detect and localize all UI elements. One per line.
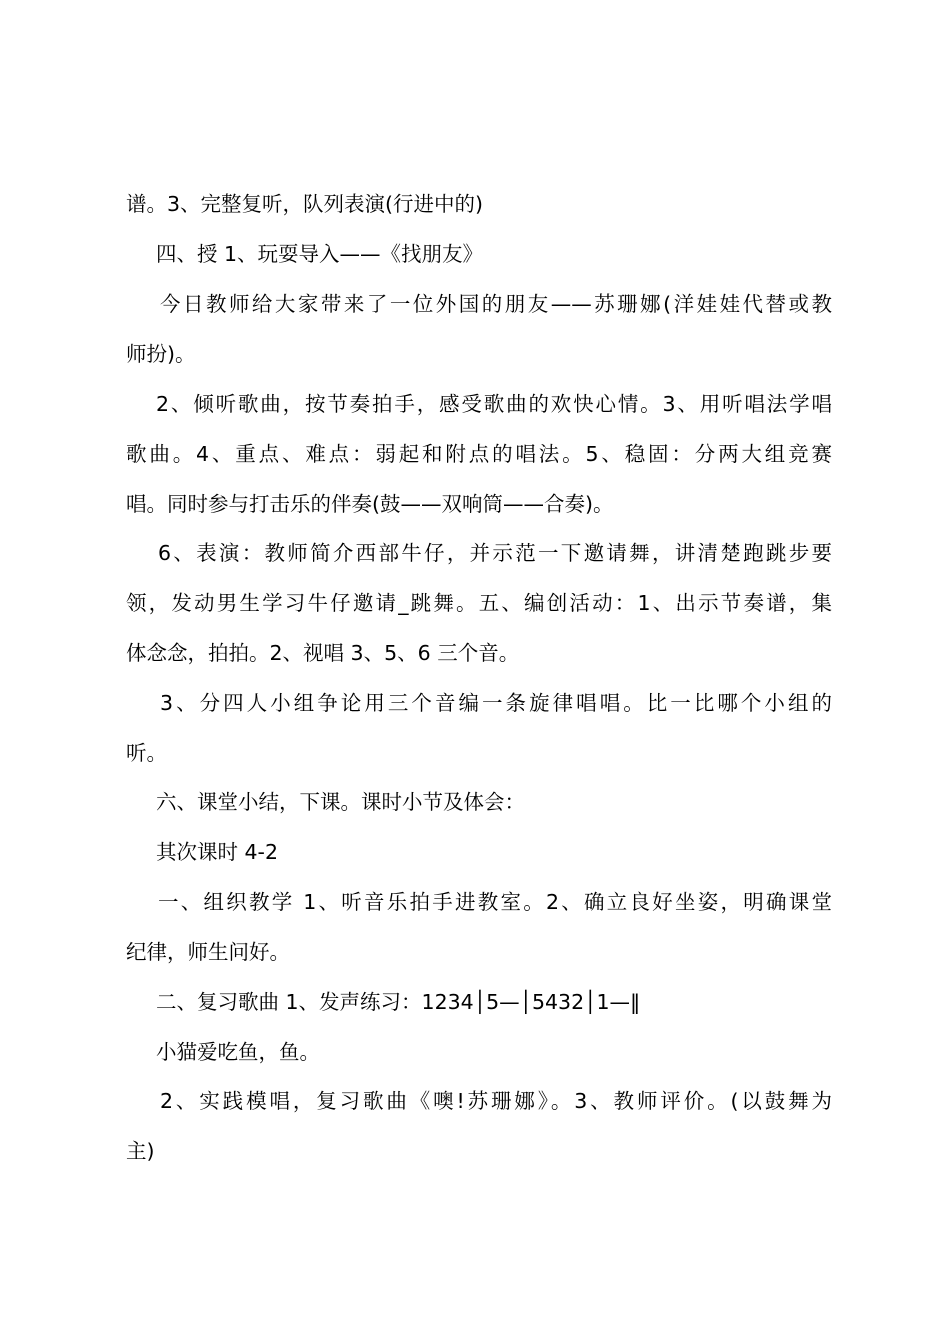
text-line-18: 小猫爱吃鱼，鱼。: [156, 1040, 320, 1064]
text-line-7: 唱。同时参与打击乐的伴奏(鼓——双响筒——合奏)。: [126, 492, 614, 516]
text-line-11: 3、分四人小组争论用三个音编一条旋律唱唱。比一比哪个小组的: [160, 691, 832, 715]
text-line-16: 纪律，师生问好。: [126, 940, 290, 964]
text-line-12: 听。: [126, 741, 167, 765]
section-heading-6: 六、课堂小结，下课。课时小节及体会：: [156, 790, 525, 814]
text-line-20: 主): [126, 1139, 155, 1163]
text-line-15: 一、组织教学 1、听音乐拍手进教室。2、确立良好坐姿，明确课堂: [158, 890, 832, 914]
section-heading-2: 二、复习歌曲 1、发声练习：1234│5—│5432│1—‖: [156, 990, 641, 1014]
text-line-1: 谱。3、完整复听，队列表演(行进中的): [126, 192, 484, 216]
text-line-3: 今日教师给大家带来了一位外国的朋友——苏珊娜(洋娃娃代替或教: [160, 292, 832, 316]
text-line-10: 体念念，拍拍。2、视唱 3、5、6 三个音。: [126, 641, 520, 665]
section-heading-4: 四、授 1、玩耍导入——《找朋友》: [156, 242, 484, 266]
text-line-6: 歌曲。4、重点、难点：弱起和附点的唱法。5、稳固：分两大组竞赛: [126, 442, 832, 466]
text-line-8: 6、表演：教师简介西部牛仔，并示范一下邀请舞，讲清楚跑跳步要: [158, 541, 832, 565]
text-line-19: 2、实践模唱，复习歌曲《噢!苏珊娜》。3、教师评价。(以鼓舞为: [160, 1089, 832, 1113]
text-line-9: 领，发动男生学习牛仔邀请_跳舞。五、编创活动：1、出示节奏谱，集: [126, 591, 832, 615]
text-line-4: 师扮)。: [126, 342, 196, 366]
lesson-heading: 其次课时 4-2: [156, 840, 278, 864]
text-line-5: 2、倾听歌曲，按节奏拍手，感受歌曲的欢快心情。3、用听唱法学唱: [156, 392, 832, 416]
